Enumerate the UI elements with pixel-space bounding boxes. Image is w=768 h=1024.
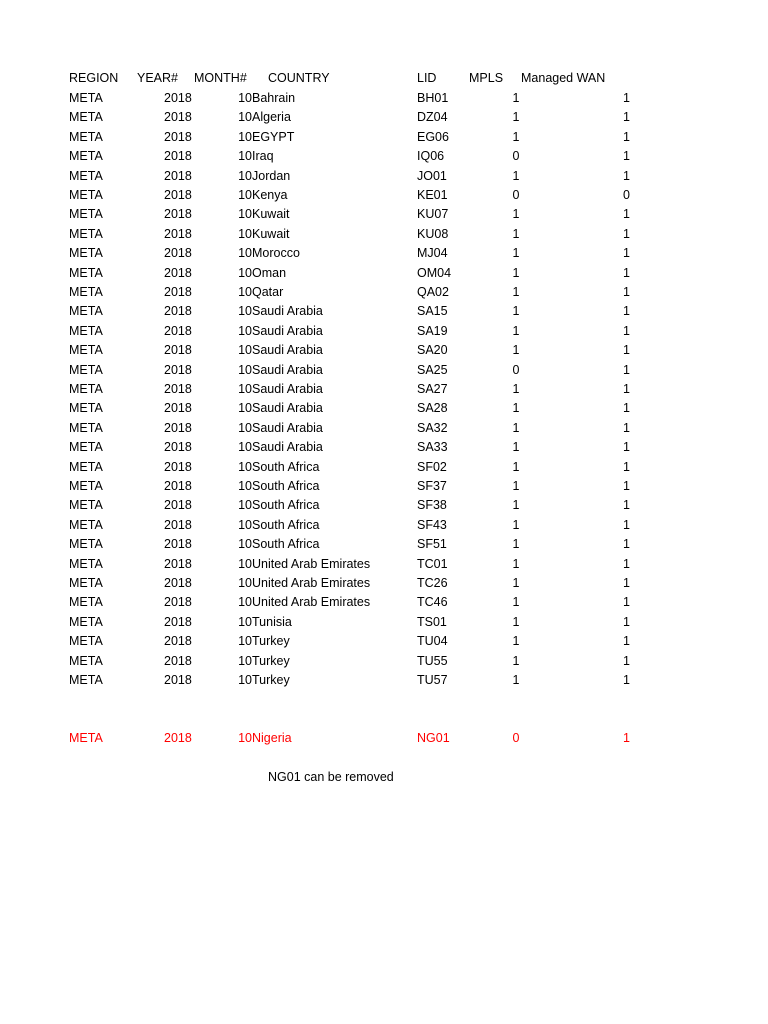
table-row <box>0 167 768 186</box>
cell-lid: TU57 <box>417 673 448 687</box>
cell-mpls: 1 <box>512 595 520 610</box>
cell-lid: IQ06 <box>417 149 445 164</box>
cell-country: EGYPT <box>252 129 295 144</box>
header-country: COUNTRY <box>268 71 330 85</box>
cell-month: 10 <box>238 129 252 144</box>
cell-managed-wan: 1 <box>623 556 630 571</box>
cell-mpls: 1 <box>512 498 520 513</box>
cell-year: 2018 <box>164 614 192 629</box>
cell-lid: SA19 <box>417 323 448 338</box>
cell-managed-wan: 1 <box>623 168 630 183</box>
cell-managed-wan: 1 <box>623 653 630 668</box>
cell-lid: SA32 <box>417 420 448 435</box>
cell-year: 2018 <box>164 265 192 280</box>
cell-lid: QA02 <box>417 285 449 299</box>
cell-month: 10 <box>238 673 252 687</box>
cell-region: META <box>69 556 103 571</box>
cell-year: 2018 <box>164 323 192 338</box>
cell-managed-wan: 1 <box>623 595 630 610</box>
cell-country: Saudi Arabia <box>252 401 323 416</box>
cell-mpls: 1 <box>512 653 520 668</box>
cell-month: 10 <box>238 653 252 668</box>
cell-mpls: 1 <box>512 246 520 261</box>
cell-region: META <box>69 168 103 183</box>
cell-month: 10 <box>238 459 252 474</box>
cell-lid: SF43 <box>417 517 447 532</box>
header-row <box>0 69 768 88</box>
header-mpls: MPLS <box>469 71 504 85</box>
cell-country: Kuwait <box>252 207 290 222</box>
cell-managed-wan: 1 <box>623 673 630 687</box>
table-row <box>0 613 768 632</box>
cell-mpls: 1 <box>512 634 520 649</box>
cell-year: 2018 <box>164 207 192 222</box>
cell-region: META <box>69 304 103 319</box>
header-region: REGION <box>69 71 119 85</box>
cell-country: Qatar <box>252 285 284 299</box>
cell-country: South Africa <box>252 537 320 552</box>
table-row <box>0 147 768 166</box>
cell-mpls: 1 <box>512 440 520 455</box>
table-row <box>0 283 768 302</box>
cell-month: 10 <box>238 731 252 745</box>
table-row <box>0 322 768 341</box>
table-row <box>0 632 768 651</box>
cell-mpls: 1 <box>512 168 520 183</box>
cell-country: United Arab Emirates <box>252 576 371 590</box>
cell-region: META <box>69 265 103 280</box>
cell-country: Kenya <box>252 188 288 202</box>
cell-year: 2018 <box>164 285 192 299</box>
cell-region: META <box>69 91 103 105</box>
cell-year: 2018 <box>164 110 192 125</box>
table-row <box>0 652 768 671</box>
table-row <box>0 555 768 574</box>
cell-year: 2018 <box>164 498 192 513</box>
cell-lid: SA25 <box>417 362 448 377</box>
cell-region: META <box>69 537 103 552</box>
cell-managed-wan: 1 <box>623 479 630 493</box>
cell-region: META <box>69 731 103 745</box>
table-row <box>0 477 768 496</box>
cell-year: 2018 <box>164 382 192 396</box>
cell-month: 10 <box>238 265 252 280</box>
cell-country: United Arab Emirates <box>252 595 371 610</box>
cell-lid: TC01 <box>417 556 448 571</box>
table-row <box>0 593 768 612</box>
cell-lid: SF02 <box>417 459 447 474</box>
cell-month: 10 <box>238 226 252 241</box>
cell-month: 10 <box>238 110 252 125</box>
header-lid: LID <box>417 71 437 85</box>
cell-managed-wan: 1 <box>623 246 630 261</box>
cell-region: META <box>69 634 103 649</box>
cell-lid: SA27 <box>417 382 448 396</box>
cell-country: Tunisia <box>252 614 292 629</box>
cell-managed-wan: 1 <box>623 440 630 455</box>
cell-mpls: 0 <box>512 362 520 377</box>
cell-mpls: 1 <box>512 614 520 629</box>
cell-mpls: 1 <box>512 537 520 552</box>
cell-country: Iraq <box>252 149 274 164</box>
cell-mpls: 1 <box>512 91 520 105</box>
cell-region: META <box>69 517 103 532</box>
cell-month: 10 <box>238 576 252 590</box>
cell-month: 10 <box>238 498 252 513</box>
cell-year: 2018 <box>164 304 192 319</box>
cell-country: Oman <box>252 265 287 280</box>
cell-country: Nigeria <box>252 731 292 745</box>
cell-month: 10 <box>238 323 252 338</box>
cell-country: Morocco <box>252 246 300 261</box>
cell-lid: TS01 <box>417 614 447 629</box>
cell-lid: SA28 <box>417 401 448 416</box>
cell-managed-wan: 1 <box>623 226 630 241</box>
cell-month: 10 <box>238 246 252 261</box>
cell-month: 10 <box>238 207 252 222</box>
cell-region: META <box>69 129 103 144</box>
cell-mpls: 1 <box>512 323 520 338</box>
cell-managed-wan: 1 <box>623 614 630 629</box>
cell-mpls: 1 <box>512 226 520 241</box>
cell-managed-wan: 1 <box>623 459 630 474</box>
cell-year: 2018 <box>164 653 192 668</box>
cell-month: 10 <box>238 382 252 396</box>
cell-managed-wan: 1 <box>623 343 630 358</box>
cell-year: 2018 <box>164 634 192 649</box>
cell-region: META <box>69 382 103 396</box>
cell-year: 2018 <box>164 343 192 358</box>
cell-year: 2018 <box>164 129 192 144</box>
cell-month: 10 <box>238 420 252 435</box>
cell-country: Saudi Arabia <box>252 440 323 455</box>
cell-mpls: 1 <box>512 673 520 687</box>
cell-mpls: 0 <box>512 149 520 164</box>
cell-lid: SA33 <box>417 440 448 455</box>
cell-mpls: 0 <box>512 731 520 745</box>
cell-month: 10 <box>238 343 252 358</box>
cell-managed-wan: 1 <box>623 110 630 125</box>
table-row <box>0 380 768 399</box>
cell-managed-wan: 1 <box>623 420 630 435</box>
cell-month: 10 <box>238 168 252 183</box>
cell-country: Turkey <box>252 634 290 649</box>
cell-region: META <box>69 246 103 261</box>
cell-region: META <box>69 401 103 416</box>
cell-year: 2018 <box>164 168 192 183</box>
cell-managed-wan: 1 <box>623 634 630 649</box>
cell-year: 2018 <box>164 517 192 532</box>
cell-mpls: 1 <box>512 459 520 474</box>
cell-mpls: 1 <box>512 265 520 280</box>
cell-country: Kuwait <box>252 226 290 241</box>
cell-country: Saudi Arabia <box>252 382 323 396</box>
cell-region: META <box>69 459 103 474</box>
cell-lid: OM04 <box>417 265 452 280</box>
cell-country: Saudi Arabia <box>252 420 323 435</box>
cell-mpls: 1 <box>512 343 520 358</box>
cell-year: 2018 <box>164 459 192 474</box>
cell-country: United Arab Emirates <box>252 556 371 571</box>
cell-year: 2018 <box>164 556 192 571</box>
cell-country: Saudi Arabia <box>252 343 323 358</box>
cell-managed-wan: 1 <box>623 576 630 590</box>
cell-year: 2018 <box>164 226 192 241</box>
table-row <box>0 399 768 418</box>
table-row <box>0 496 768 515</box>
cell-managed-wan: 0 <box>623 188 630 202</box>
table-row <box>0 438 768 457</box>
cell-managed-wan: 1 <box>623 304 630 319</box>
cell-lid: SA20 <box>417 343 448 358</box>
table-row <box>0 458 768 477</box>
cell-mpls: 1 <box>512 576 520 590</box>
cell-mpls: 1 <box>512 285 520 299</box>
cell-lid: KU07 <box>417 207 449 222</box>
cell-country: South Africa <box>252 479 320 493</box>
cell-region: META <box>69 207 103 222</box>
cell-managed-wan: 1 <box>623 265 630 280</box>
cell-region: META <box>69 285 103 299</box>
cell-managed-wan: 1 <box>623 323 630 338</box>
cell-lid: TU04 <box>417 634 448 649</box>
cell-year: 2018 <box>164 362 192 377</box>
cell-region: META <box>69 226 103 241</box>
cell-country: Turkey <box>252 653 290 668</box>
cell-year: 2018 <box>164 246 192 261</box>
cell-region: META <box>69 149 103 164</box>
cell-lid: SF51 <box>417 537 447 552</box>
cell-region: META <box>69 595 103 610</box>
cell-lid: KE01 <box>417 188 448 202</box>
header-year: YEAR# <box>137 71 178 85</box>
highlighted-row <box>0 729 768 748</box>
cell-region: META <box>69 343 103 358</box>
cell-managed-wan: 1 <box>623 207 630 222</box>
cell-mpls: 1 <box>512 129 520 144</box>
cell-month: 10 <box>238 401 252 416</box>
cell-month: 10 <box>238 614 252 629</box>
table-row <box>0 341 768 360</box>
cell-lid: KU08 <box>417 226 449 241</box>
cell-region: META <box>69 188 103 202</box>
cell-managed-wan: 1 <box>623 91 630 105</box>
cell-mpls: 1 <box>512 110 520 125</box>
cell-lid: TC26 <box>417 576 448 590</box>
cell-managed-wan: 1 <box>623 129 630 144</box>
cell-mpls: 1 <box>512 207 520 222</box>
cell-country: Algeria <box>252 110 291 125</box>
cell-region: META <box>69 479 103 493</box>
table-row <box>0 108 768 127</box>
cell-country: South Africa <box>252 498 320 513</box>
cell-lid: TU55 <box>417 653 448 668</box>
cell-mpls: 1 <box>512 401 520 416</box>
cell-country: Saudi Arabia <box>252 362 323 377</box>
cell-managed-wan: 1 <box>623 537 630 552</box>
cell-country: Saudi Arabia <box>252 304 323 319</box>
cell-year: 2018 <box>164 440 192 455</box>
cell-region: META <box>69 440 103 455</box>
table-row <box>0 264 768 283</box>
cell-managed-wan: 1 <box>623 401 630 416</box>
cell-country: South Africa <box>252 517 320 532</box>
table-row <box>0 244 768 263</box>
cell-managed-wan: 1 <box>623 382 630 396</box>
cell-lid: SF38 <box>417 498 447 513</box>
cell-managed-wan: 1 <box>623 362 630 377</box>
cell-month: 10 <box>238 285 252 299</box>
cell-lid: BH01 <box>417 91 449 105</box>
cell-lid: MJ04 <box>417 246 448 261</box>
cell-managed-wan: 1 <box>623 285 630 299</box>
header-month: MONTH# <box>194 71 247 85</box>
cell-mpls: 1 <box>512 420 520 435</box>
cell-year: 2018 <box>164 595 192 610</box>
table-row <box>0 516 768 535</box>
cell-month: 10 <box>238 537 252 552</box>
cell-month: 10 <box>238 440 252 455</box>
cell-region: META <box>69 420 103 435</box>
cell-month: 10 <box>238 91 252 105</box>
cell-managed-wan: 1 <box>623 731 630 745</box>
cell-lid: DZ04 <box>417 110 448 125</box>
table-row <box>0 535 768 554</box>
cell-region: META <box>69 673 103 687</box>
note-text: NG01 can be removed <box>268 770 394 784</box>
cell-month: 10 <box>238 149 252 164</box>
cell-year: 2018 <box>164 401 192 416</box>
cell-region: META <box>69 653 103 668</box>
cell-mpls: 1 <box>512 517 520 532</box>
cell-year: 2018 <box>164 576 192 590</box>
table-row <box>0 671 768 690</box>
cell-region: META <box>69 362 103 377</box>
cell-mpls: 1 <box>512 382 520 396</box>
cell-lid: NG01 <box>417 731 450 745</box>
table-row <box>0 128 768 147</box>
cell-month: 10 <box>238 362 252 377</box>
cell-lid: EG06 <box>417 129 449 144</box>
cell-mpls: 1 <box>512 479 520 493</box>
cell-region: META <box>69 498 103 513</box>
cell-month: 10 <box>238 556 252 571</box>
table-row <box>0 225 768 244</box>
cell-managed-wan: 1 <box>623 149 630 164</box>
table-row <box>0 419 768 438</box>
cell-region: META <box>69 110 103 125</box>
cell-region: META <box>69 614 103 629</box>
table-row <box>0 574 768 593</box>
cell-month: 10 <box>238 304 252 319</box>
cell-month: 10 <box>238 595 252 610</box>
cell-mpls: 1 <box>512 304 520 319</box>
cell-region: META <box>69 576 103 590</box>
cell-month: 10 <box>238 188 252 202</box>
cell-country: Jordan <box>252 168 291 183</box>
cell-managed-wan: 1 <box>623 517 630 532</box>
cell-mpls: 0 <box>512 188 520 202</box>
cell-country: Bahrain <box>252 91 296 105</box>
cell-year: 2018 <box>164 420 192 435</box>
cell-managed-wan: 1 <box>623 498 630 513</box>
cell-year: 2018 <box>164 673 192 687</box>
table-row <box>0 89 768 108</box>
cell-mpls: 1 <box>512 556 520 571</box>
header-managed-wan: Managed WAN <box>521 71 606 85</box>
cell-month: 10 <box>238 517 252 532</box>
cell-year: 2018 <box>164 537 192 552</box>
cell-year: 2018 <box>164 731 192 745</box>
table-row <box>0 302 768 321</box>
cell-month: 10 <box>238 634 252 649</box>
cell-country: Saudi Arabia <box>252 323 323 338</box>
cell-year: 2018 <box>164 149 192 164</box>
cell-lid: SA15 <box>417 304 448 319</box>
cell-country: Turkey <box>252 673 290 687</box>
cell-lid: JO01 <box>417 168 447 183</box>
cell-lid: SF37 <box>417 479 447 493</box>
table-row <box>0 361 768 380</box>
table-row <box>0 205 768 224</box>
table-row <box>0 186 768 205</box>
cell-year: 2018 <box>164 188 192 202</box>
cell-year: 2018 <box>164 91 192 105</box>
cell-lid: TC46 <box>417 595 448 610</box>
cell-month: 10 <box>238 479 252 493</box>
cell-year: 2018 <box>164 479 192 493</box>
cell-country: South Africa <box>252 459 320 474</box>
cell-region: META <box>69 323 103 338</box>
